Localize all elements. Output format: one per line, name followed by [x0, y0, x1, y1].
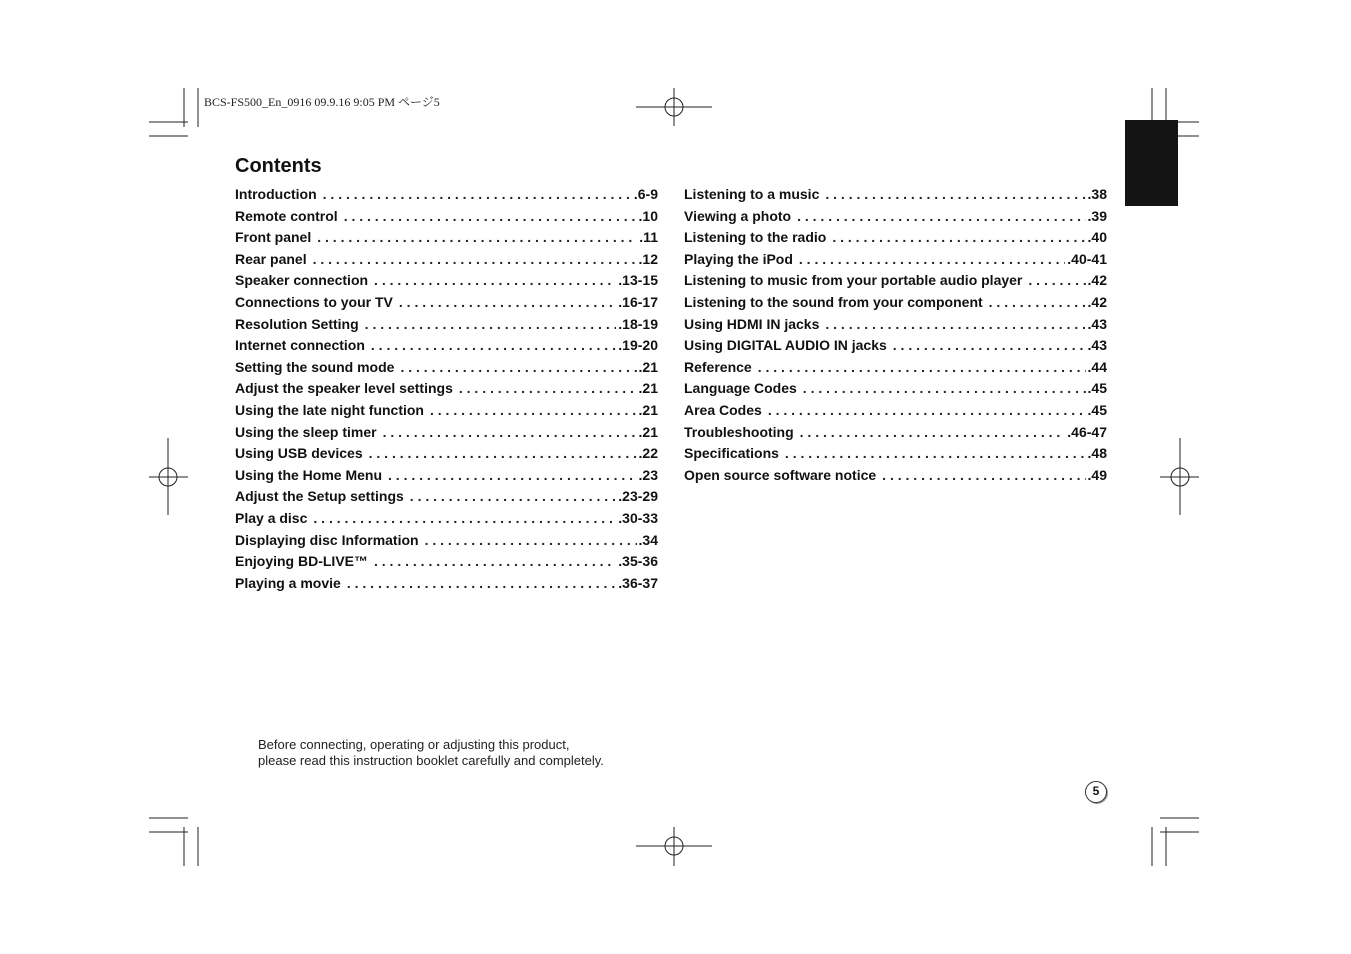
leader-dots: [768, 402, 1086, 418]
toc-entry[interactable]: [235, 467, 658, 489]
toc-entry-page: .21: [638, 423, 658, 440]
instruction-note: [258, 737, 604, 769]
toc-entry-page: .45: [1087, 401, 1107, 418]
toc-entry[interactable]: [235, 488, 658, 510]
toc-entry-page: .36-37: [618, 574, 658, 591]
toc-entry[interactable]: [684, 294, 1107, 316]
toc-entry-page: .30-33: [618, 509, 658, 526]
leader-dots: [400, 359, 636, 375]
leader-dots: [989, 294, 1086, 310]
leader-dots: [371, 337, 616, 353]
toc-entry-label: Setting the sound mode: [235, 358, 395, 375]
toc-entry-page: .6-9: [633, 186, 658, 202]
toc-entry-page: .23-29: [618, 488, 658, 505]
toc-entry-page: .13-15: [618, 272, 658, 289]
toc-entry[interactable]: [684, 186, 1107, 208]
toc-entry-page: .44: [1087, 358, 1107, 375]
leader-dots: [882, 467, 1085, 483]
toc-entry-label: Specifications: [684, 445, 779, 462]
toc-entry-page: .12: [638, 250, 658, 267]
toc-entry-label: Introduction: [235, 186, 317, 202]
toc-entry[interactable]: [235, 186, 658, 208]
toc-entry-label: Reference: [684, 358, 752, 375]
toc-entry-page: .46-47: [1067, 423, 1107, 440]
toc-entry-page: .48: [1087, 445, 1107, 462]
toc-entry-label: Connections to your TV: [235, 293, 393, 310]
toc-entry-label: Displaying disc Information: [235, 531, 419, 548]
toc-entry-label: Language Codes: [684, 380, 797, 397]
toc-entry-label: Adjust the speaker level settings: [235, 380, 453, 397]
toc-entry[interactable]: [235, 445, 658, 467]
toc-entry-label: Using the sleep timer: [235, 423, 377, 440]
toc-entry-page: .45: [1087, 380, 1107, 397]
leader-dots: [317, 229, 637, 245]
page-title: Contents: [235, 155, 322, 177]
toc-entry[interactable]: [684, 380, 1107, 402]
toc-entry-label: Using the late night function: [235, 401, 424, 418]
toc-entry-label: Rear panel: [235, 250, 307, 267]
toc-entry-page: .16-17: [618, 293, 658, 310]
leader-dots: [758, 359, 1086, 375]
leader-dots: [410, 488, 617, 504]
print-slug: BCS-FS500_En_0916 09.9.16 9:05 PM ページ5: [204, 95, 440, 109]
leader-dots: [374, 272, 616, 288]
toc-left-column: [235, 186, 658, 596]
leader-dots: [797, 208, 1085, 224]
toc-entry-label: Internet connection: [235, 337, 365, 354]
leader-dots: [825, 186, 1085, 202]
toc-entry-page: .11: [639, 229, 658, 246]
toc-entry-label: Front panel: [235, 229, 312, 246]
toc-entry-page: .23: [638, 466, 658, 483]
toc-entry-page: .19-20: [618, 337, 658, 354]
section-tab: [1125, 120, 1178, 206]
toc-entry[interactable]: [235, 229, 658, 251]
toc-entry-page: .40: [1087, 229, 1107, 246]
note-line-2: please read this instruction booklet carefully and completely.: [258, 753, 604, 768]
toc-entry[interactable]: [684, 208, 1107, 230]
toc-entry[interactable]: [684, 337, 1107, 359]
toc-entry-page: .35-36: [618, 553, 658, 570]
toc-entry-label: Play a disc: [235, 509, 308, 526]
toc-entry[interactable]: [684, 467, 1107, 489]
leader-dots: [800, 424, 1066, 440]
toc-entry[interactable]: [235, 272, 658, 294]
toc-entry-page: .49: [1087, 466, 1107, 483]
toc-entry[interactable]: [235, 553, 658, 575]
toc-entry-label: Using HDMI IN jacks: [684, 315, 820, 332]
toc-entry[interactable]: [235, 380, 658, 402]
leader-dots: [893, 337, 1086, 353]
toc-entry-label: Open source software notice: [684, 466, 877, 483]
toc-entry[interactable]: [235, 337, 658, 359]
toc-entry-label: Resolution Setting: [235, 315, 359, 332]
toc-entry[interactable]: [235, 575, 658, 597]
toc-entry[interactable]: [684, 359, 1107, 381]
leader-dots: [399, 294, 616, 310]
leader-dots: [825, 316, 1085, 332]
leader-dots: [430, 402, 637, 418]
toc-entry-label: Area Codes: [684, 401, 762, 418]
toc-entry-label: Using USB devices: [235, 445, 363, 462]
leader-dots: [832, 229, 1085, 245]
leader-dots: [323, 186, 632, 202]
toc-entry[interactable]: [684, 229, 1107, 251]
toc-entry-page: .39: [1087, 207, 1107, 224]
leader-dots: [344, 208, 637, 224]
toc-entry-page: .38: [1087, 186, 1107, 202]
leader-dots: [383, 424, 637, 440]
toc-entry[interactable]: [684, 272, 1107, 294]
toc-entry[interactable]: [684, 445, 1107, 467]
leader-dots: [347, 575, 616, 591]
leader-dots: [425, 532, 637, 548]
toc-entry-label: Listening to a music: [684, 186, 820, 202]
toc-entry-page: .34: [638, 531, 658, 548]
toc-entry[interactable]: [684, 251, 1107, 273]
toc-entry-page: .18-19: [618, 315, 658, 332]
toc-entry[interactable]: [235, 251, 658, 273]
toc-entry-page: .43: [1087, 337, 1107, 354]
toc-entry-page: .42: [1087, 272, 1107, 289]
toc-entry-page: .21: [638, 401, 658, 418]
leader-dots: [1028, 272, 1085, 288]
leader-dots: [799, 251, 1065, 267]
page-number-badge: 5: [1085, 781, 1107, 803]
leader-dots: [313, 251, 637, 267]
toc-entry-label: Playing the iPod: [684, 250, 793, 267]
toc-entry[interactable]: [235, 294, 658, 316]
toc-entry-page: .40-41: [1067, 250, 1107, 267]
toc-entry[interactable]: [684, 424, 1107, 446]
toc-right-column: [684, 186, 1107, 488]
note-line-1: Before connecting, operating or adjusting this product,: [258, 737, 570, 752]
leader-dots: [365, 316, 617, 332]
leader-dots: [313, 510, 616, 526]
toc-entry-label: Speaker connection: [235, 272, 369, 289]
toc-entry-label: Enjoying BD-LIVE™: [235, 553, 368, 570]
leader-dots: [388, 467, 637, 483]
toc-entry-label: Listening to music from your portable audio player: [684, 272, 1023, 289]
leader-dots: [369, 445, 637, 461]
toc-entry[interactable]: [235, 359, 658, 381]
leader-dots: [459, 380, 637, 396]
toc-entry-page: .42: [1087, 293, 1107, 310]
toc-entry-label: Viewing a photo: [684, 207, 792, 224]
toc-entry-label: Listening to the sound from your component: [684, 293, 983, 310]
toc-entry-label: Troubleshooting: [684, 423, 794, 440]
toc-entry[interactable]: [235, 532, 658, 554]
toc-entry[interactable]: [235, 424, 658, 446]
toc-entry[interactable]: [235, 402, 658, 424]
toc-entry-label: Listening to the radio: [684, 229, 827, 246]
toc-entry[interactable]: [684, 316, 1107, 338]
leader-dots: [803, 380, 1086, 396]
toc-entry[interactable]: [684, 402, 1107, 424]
toc-entry-page: .10: [638, 207, 658, 224]
toc-entry-label: Using the Home Menu: [235, 466, 383, 483]
leader-dots: [374, 553, 616, 569]
toc-entry-page: .21: [638, 358, 658, 375]
toc-entry-label: Using DIGITAL AUDIO IN jacks: [684, 337, 887, 354]
leader-dots: [785, 445, 1086, 461]
toc-entry[interactable]: [235, 316, 658, 338]
toc-entry-page: .22: [638, 445, 658, 462]
toc-entry-page: .43: [1087, 315, 1107, 332]
toc-entry[interactable]: [235, 208, 658, 230]
toc-entry-label: Playing a movie: [235, 574, 341, 591]
toc-entry[interactable]: [235, 510, 658, 532]
toc-entry-page: .21: [638, 380, 658, 397]
toc-entry-label: Adjust the Setup settings: [235, 488, 404, 505]
toc-entry-label: Remote control: [235, 207, 338, 224]
